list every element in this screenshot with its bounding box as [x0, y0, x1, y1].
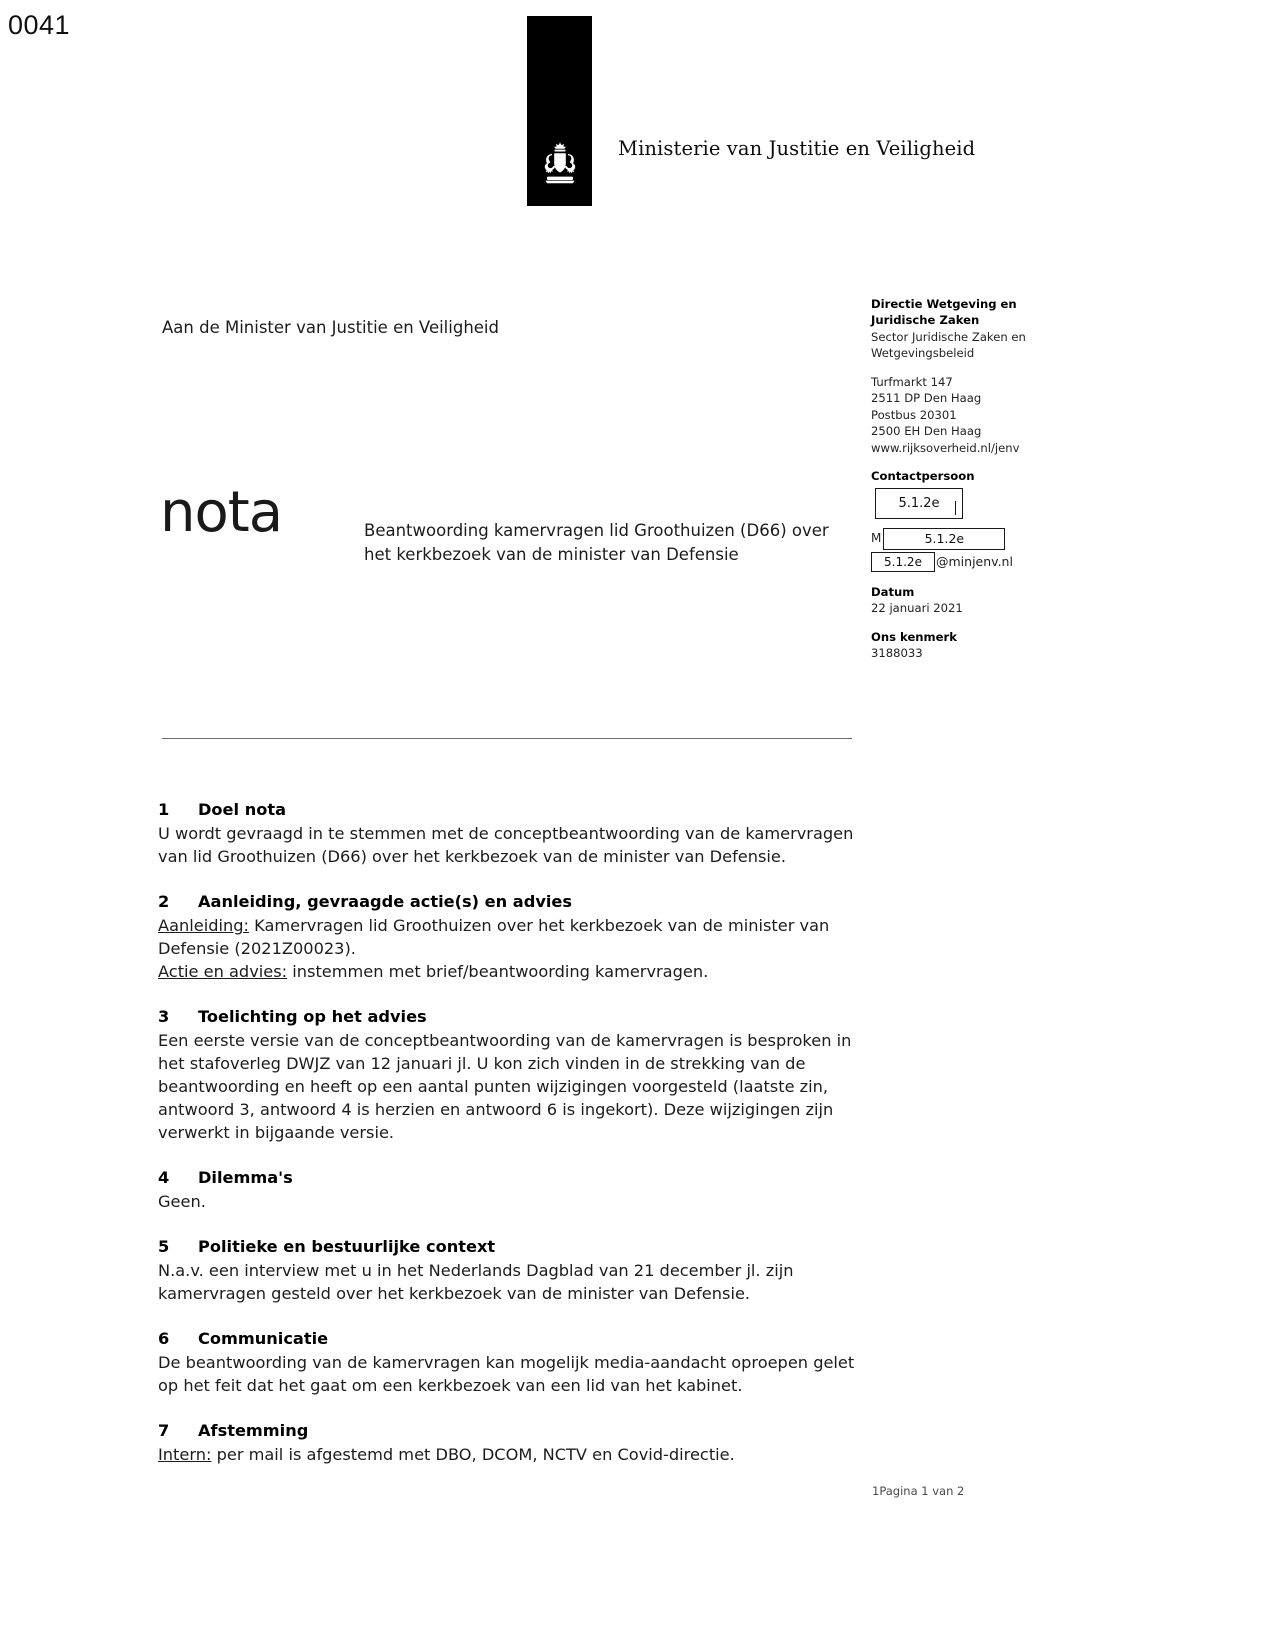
mobile-row [871, 528, 1081, 551]
address-postbus-city: 2500 EH Den Haag [871, 424, 982, 439]
kenmerk-label: Ons kenmerk [871, 629, 957, 644]
meta-directie [871, 296, 1081, 362]
document-body [158, 798, 858, 1488]
section-6 [158, 1327, 858, 1397]
section-2-number: 2 [158, 892, 170, 911]
document-subject: Beantwoording kamervragen lid Groothuizen (D66) over het kerkbezoek van de minister van Defensie [364, 521, 829, 565]
mobile-redaction-box: 5.1.2e [883, 528, 1005, 551]
section-4 [158, 1166, 858, 1213]
intern-text: per mail is afgestemd met DBO, DCOM, NCTV en Covid-directie. [211, 1445, 735, 1464]
page-footer: 1Pagina 1 van 2 [872, 1484, 965, 1498]
section-1-title: Doel nota [198, 800, 287, 819]
section-7-title: Afstemming [198, 1421, 309, 1440]
dutch-coat-of-arms-icon [538, 140, 582, 192]
mobile-label: M [871, 531, 882, 546]
section-3 [158, 1005, 858, 1144]
aanleiding-label: Aanleiding: [158, 916, 249, 935]
section-2-heading [158, 890, 858, 913]
section-1 [158, 798, 858, 868]
ministry-logo-bar [527, 16, 592, 206]
datum-value: 22 januari 2021 [871, 601, 963, 616]
section-5-body: N.a.v. een interview met u in het Nederlands Dagblad van 21 december jl. zijn kamervragen gesteld over het kerkbezoek van de minister van Defensie. [158, 1261, 794, 1303]
section-4-heading [158, 1166, 858, 1189]
section-5-title: Politieke en bestuurlijke context [198, 1237, 496, 1256]
actie-advies-text: instemmen met brief/beantwoording kamervragen. [287, 962, 709, 981]
section-2-body [158, 914, 858, 983]
email-redaction-box: 5.1.2e [871, 552, 935, 572]
section-7-number: 7 [158, 1421, 170, 1440]
datum-label: Datum [871, 585, 915, 600]
section-3-body: Een eerste versie van de conceptbeantwoording van de kamervragen is besproken in het stafoverleg DWJZ van 12 januari jl. U kon zich vinden in de strekking van de beantwoording en heeft op een aantal punten wijzigingen voorgesteld (laatste zin, antwoord 3, antwoord 4 is herzien en antwoord 6 is ingekort). Deze wijzigingen zijn verwerkt in bijgaande versie. [158, 1031, 852, 1142]
contact-redaction-wrapper [871, 485, 963, 519]
section-6-heading [158, 1327, 858, 1350]
section-3-heading [158, 1005, 858, 1028]
contactpersoon-label: Contactpersoon [871, 469, 975, 484]
email-row [871, 552, 1081, 572]
section-6-body: De beantwoording van de kamervragen kan mogelijk media-aandacht oproepen gelet op het feit dat het gaat om een kerkbezoek van een lid van het kabinet. [158, 1353, 855, 1395]
header-divider [162, 738, 852, 739]
meta-contact [871, 468, 1081, 572]
intern-label: Intern: [158, 1445, 212, 1464]
section-5-number: 5 [158, 1237, 170, 1256]
meta-kenmerk [871, 629, 1081, 662]
section-3-title: Toelichting op het advies [198, 1007, 427, 1026]
section-5-heading [158, 1235, 858, 1258]
address-postcode-city: 2511 DP Den Haag [871, 391, 982, 406]
website-url[interactable]: www.rijksoverheid.nl/jenv [871, 440, 1020, 455]
directie-line-2: Juridische Zaken [871, 313, 980, 328]
section-4-body: Geen. [158, 1192, 206, 1211]
contact-redaction-box: 5.1.2e [875, 488, 963, 519]
section-5 [158, 1235, 858, 1305]
kenmerk-value: 3188033 [871, 646, 923, 661]
page-title: nota [160, 480, 283, 545]
section-1-body: U wordt gevraagd in te stemmen met de conceptbeantwoording van de kamervragen van lid Groothuizen (D66) over het kerkbezoek van de minister van Defensie. [158, 824, 854, 866]
document-meta-sidebar [871, 296, 1081, 662]
redaction-tick-mark [955, 501, 956, 515]
address-postbus: Postbus 20301 [871, 407, 957, 422]
section-4-number: 4 [158, 1168, 170, 1187]
directie-line-1: Directie Wetgeving en [871, 297, 1017, 311]
sector-line-1: Sector Juridische Zaken en [871, 329, 1026, 344]
section-7 [158, 1419, 858, 1466]
ministry-name: Ministerie van Justitie en Veiligheid [618, 137, 976, 160]
meta-datum [871, 584, 1081, 617]
section-4-title: Dilemma's [198, 1168, 293, 1187]
address-street: Turfmarkt 147 [871, 374, 953, 389]
section-6-title: Communicatie [198, 1329, 329, 1348]
section-2 [158, 890, 858, 983]
scan-page-stamp: 0041 [8, 10, 71, 40]
email-domain: @minjenv.nl [936, 554, 1013, 570]
section-7-heading [158, 1419, 858, 1442]
section-1-heading [158, 798, 858, 821]
section-1-number: 1 [158, 800, 170, 819]
section-6-number: 6 [158, 1329, 170, 1348]
addressee-line: Aan de Minister van Justitie en Veiligheid [162, 318, 499, 337]
meta-address [871, 374, 1081, 456]
sector-line-2: Wetgevingsbeleid [871, 346, 975, 361]
actie-advies-label: Actie en advies: [158, 962, 288, 981]
section-7-body [158, 1443, 858, 1466]
section-2-title: Aanleiding, gevraagde actie(s) en advies [198, 892, 573, 911]
aanleiding-text: Kamervragen lid Groothuizen over het kerkbezoek van de minister van Defensie (2021Z00023). [158, 916, 830, 958]
section-3-number: 3 [158, 1007, 170, 1026]
